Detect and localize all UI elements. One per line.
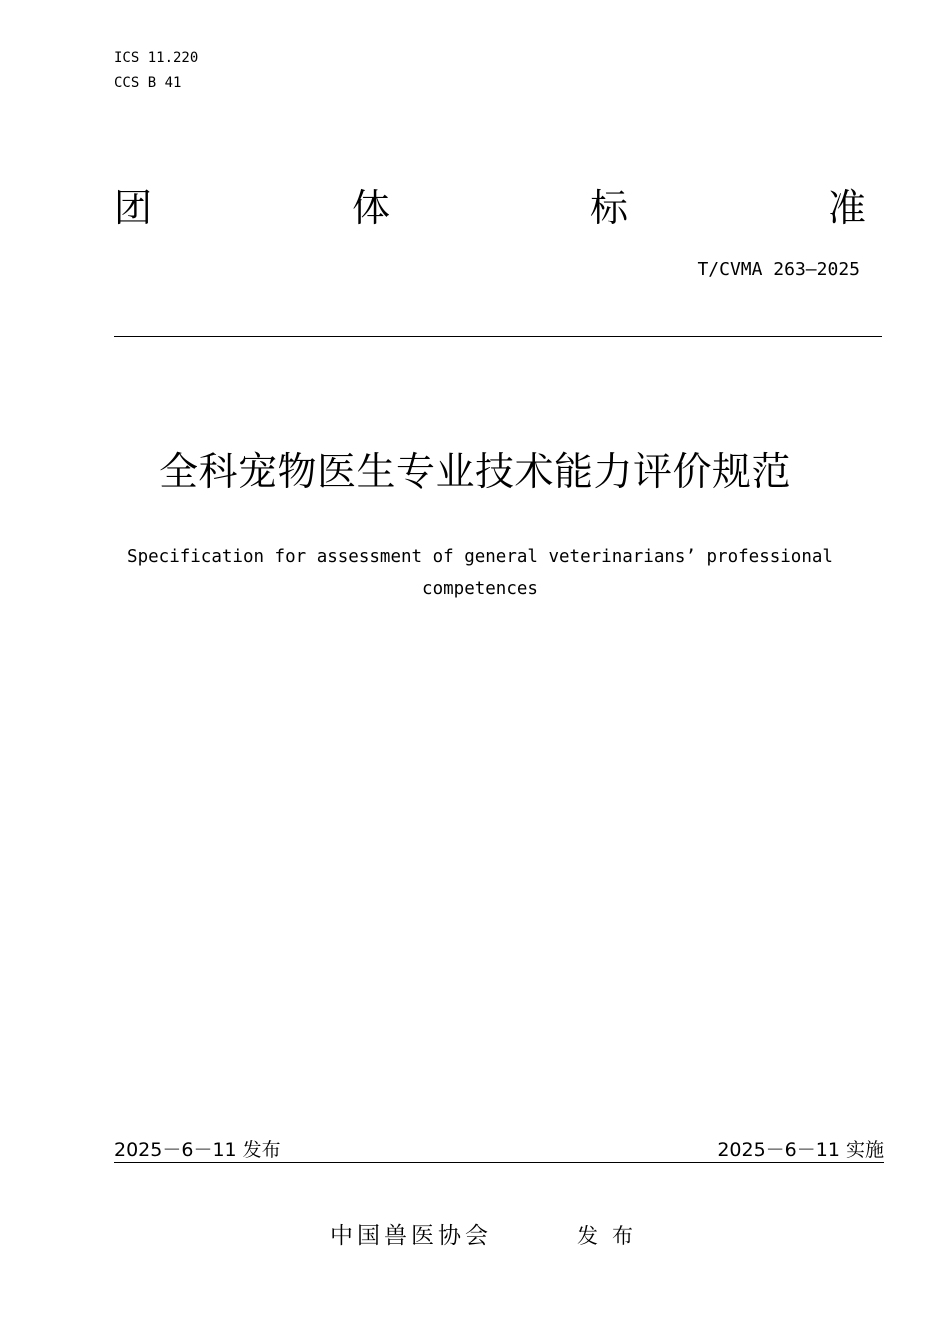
standard-type-char: 标 (589, 186, 628, 230)
title-english-line-2: competences (422, 579, 538, 599)
standard-type-char: 准 (827, 186, 866, 230)
standard-type-char: 体 (351, 186, 390, 230)
title-chinese: 全科宠物医生专业技术能力评价规范 (158, 450, 791, 495)
implementation-date: 2025－6－11 实施 (717, 1139, 884, 1161)
ics-code: ICS 11.220 (114, 50, 199, 66)
footer-divider (114, 1162, 884, 1163)
publish-label: 发布 (577, 1224, 647, 1248)
title-english-line-1: Specification for assessment of general veterinarians’ professional (127, 547, 833, 567)
header-divider (114, 336, 882, 337)
standard-code: T/CVMA 263—2025 (697, 259, 860, 280)
title-english (60, 541, 900, 605)
issue-date: 2025－6－11 发布 (114, 1139, 281, 1161)
ccs-code: CCS B 41 (114, 75, 182, 91)
standard-type-char: 团 (114, 186, 153, 230)
dates-row (114, 1137, 884, 1163)
standard-type-heading (114, 186, 866, 230)
publisher-name: 中国兽医协会 (330, 1223, 492, 1249)
